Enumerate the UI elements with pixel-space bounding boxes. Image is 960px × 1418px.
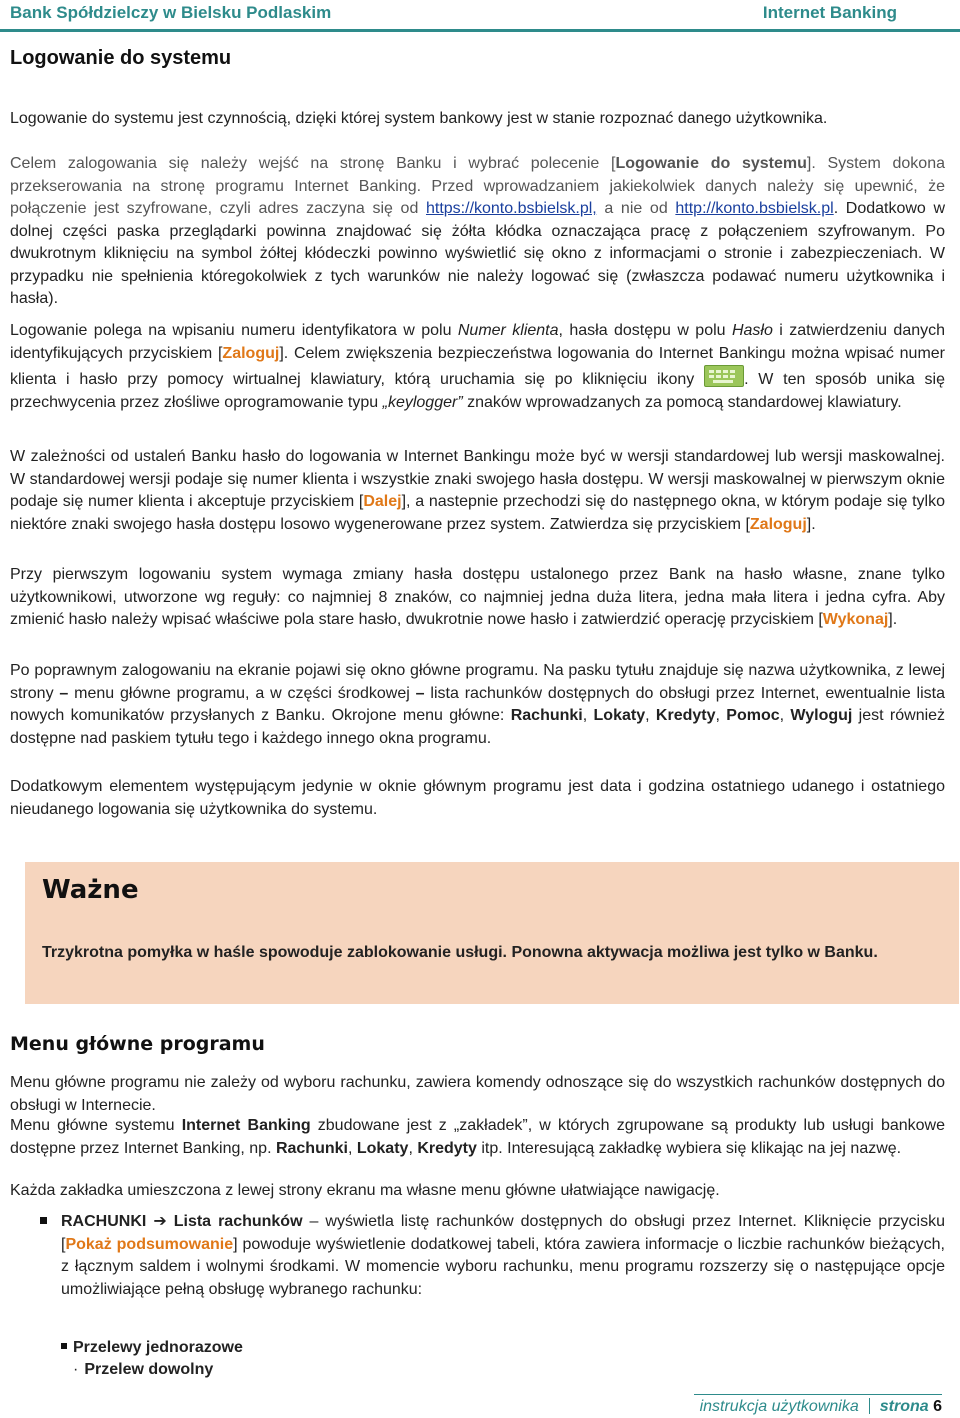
footer-page-label: strona: [879, 1398, 929, 1415]
page-number: 6: [933, 1398, 942, 1415]
sub-bullet-marker: [61, 1343, 67, 1349]
tab-name-lokaty: Lokaty: [356, 1139, 409, 1157]
important-title: Ważne: [42, 875, 139, 905]
paragraph-main-window: Po poprawnym zalogowaniu na ekranie pojawi się okno główne programu. Na pasku tytułu znajduje się nazwa użytkownika, z lewej strony – menu główne programu, a w części środkowej – lista rachunków dostępnych do obsługi przez Internet, ewentualnie lista nowych komunikatów przysłanych z Banku. Okrojone menu główne: Rachunki, Lokaty, Kredyty, Pomoc, Wyloguj jest również dostępne nad paskiem tytułu tego i każdego innego okna programu.: [10, 662, 946, 747]
button-name-zaloguj-2: Zaloguj: [749, 515, 807, 533]
virtual-keyboard-icon[interactable]: [704, 365, 744, 387]
paragraph-menu-tabs: Menu główne systemu Internet Banking zbudowane jest z „zakładek”, w których zgrupowane są produkty lub usługi bankowe dostępne przez Internet Banking, np. Rachunki, Lokaty, Kredyty itp. Interesującą zakładkę wybiera się klikając na jej nazwę.: [10, 1117, 946, 1157]
https-link[interactable]: https://konto.bsbielsk.pl,: [425, 200, 597, 217]
dot-bullet: ·: [73, 1361, 79, 1378]
section-title-menu: Menu główne programu: [10, 1033, 265, 1055]
button-name-wykonaj: Wykonaj: [822, 611, 889, 628]
product-name: Internet Banking: [762, 3, 897, 22]
sub-item-przelewy: Przelewy jednorazowe: [61, 1339, 243, 1357]
section-title-logowanie: Logowanie do systemu: [10, 47, 232, 69]
menu-name-lokaty: Lokaty: [593, 707, 646, 724]
field-name-client: Numer klienta: [457, 322, 559, 339]
product-name-bold: Internet Banking: [181, 1117, 311, 1134]
bullet-head-rachunki: RACHUNKI: [61, 1213, 147, 1230]
tab-name-rachunki: Rachunki: [275, 1139, 348, 1157]
paragraph-password-versions: W zależności od ustaleń Banku hasło do logowania w Internet Bankingu może być w wersji standardowej lub wersji maskowalnej. W standardowej wersji podaje się numer klienta i wszystkie znaki swojego hasła dostępu. W wersji maskowalnej w pierwszym oknie podaje się numer klienta i akceptuje przyciskiem [Dalej], a nastepnie przechodzi się do następnego okna, w którym podaje się tylko niektóre znaki swojego hasła dostępu losowo wygenerowane przez system. Zatwierdza się przyciskiem [Zaloguj].: [10, 448, 946, 533]
button-name-zaloguj: Zaloguj: [222, 344, 280, 362]
tab-name-kredyty: Kredyty: [417, 1139, 477, 1157]
field-name-password: Hasło: [731, 322, 773, 339]
paragraph-login-steps: Celem zalogowania się należy wejść na stronę Banku i wybrać polecenie [Logowanie do systemu]. System dokona przekserowania na stronę programu Internet Banking. Przed wprowadzaniem jakiekolwiek danych należy się upewnić, że połączenie jest szyfrowane, czyli adres zaczyna się od https://konto.bsbielsk.pl, a nie od http://konto.bsbielsk.pl. Dodatkowo w dolnej części paska przeglądarki powinna znajdować się żółta kłódka oznaczająca pracę z połączeniem szyfrowanym. Po dwukrotnym kliknięciu na symbol żółtej kłódeczki powinno wyświetlić się okno z informacjami o stronie i zabezpieczeniach. W przypadku nie spełnienia któregokolwiek z tych warunków nie należy logować się (zwłaszcza podawać numeru użytkownika i hasła).: [10, 155, 946, 307]
sub-item-przelew-dowolny: · Przelew dowolny: [73, 1361, 214, 1378]
bullet-rachunki: RACHUNKI ➔ Lista rachunków – wyświetla listę rachunków dostępnych do obsługi przez Internet. Kliknięcie przycisku [Pokaż podsumowanie] powoduje wyświetlenie dodatkowej tabeli, która zawiera informacje o liczbie rachunków bieżących, z łącznym saldem i wolnymi środkami. W momencie wyboru rachunku, menu programu rozszerzy się o następujące opcje umożliwiające pełną obsługę wybranego rachunku:: [61, 1211, 946, 1298]
bank-name: Bank Spółdzielczy w Bielsku Podlaskim: [10, 3, 332, 22]
important-text: Trzykrotna pomyłka w haśle spowoduje zablokowanie usługi. Ponowna aktywacja możliwa jest tylko w Banku.: [42, 944, 878, 961]
menu-name-rachunki: Rachunki: [510, 707, 583, 724]
header-rule: [0, 29, 960, 32]
arrow-icon: ➔: [153, 1211, 167, 1230]
important-box: [25, 862, 959, 1004]
menu-name-wyloguj: Wyloguj: [790, 707, 853, 724]
paragraph-intro: Logowanie do systemu jest czynnością, dzięki której system bankowy jest w stanie rozpoznać danego użytkownika.: [10, 110, 828, 127]
paragraph-first-login: Przy pierwszym logowaniu system wymaga zmiany hasła dostępu ustalonego przez Bank na hasło własne, znane tylko użytkownikowi, utworzone wg reguły: co najmniej 8 znaków, co najmniej jedna duża litera, jedna mała litera i jedna cyfra. Aby zmienić hasło należy wpisać właściwe pola stare hasło, dwukrotnie nowe hasło i zatwierdzić operację przyciskiem [Wykonaj].: [10, 566, 945, 628]
keylogger-term: „keylogger”: [382, 393, 463, 411]
menu-name-kredyty: Kredyty: [655, 707, 716, 724]
menu-command: Logowanie do systemu: [615, 155, 807, 172]
bullet-marker: [40, 1217, 47, 1224]
button-name-dalej: Dalej: [363, 493, 402, 510]
paragraph-last-login: Dodatkowym elementem występującym jedynie w oknie głównym programu jest data i godzina ostatniego udanego i ostatniego nieudanego logowania się użytkownika do systemu.: [10, 778, 945, 818]
page-header: [0, 0, 960, 28]
paragraph-login-fields: Logowanie polega na wpisaniu numeru identyfikatora w polu Numer klienta, hasła dostępu w polu Hasło i zatwierdzeniu danych identyfikujących przyciskiem [Zaloguj]. Celem zwiększenia bezpieczeństwa logowania do Internet Bankingu można wpisać numer klienta i hasło przy pomocy wirtualnej klawiatury, którą uruchamia się po kliknięciu ikony . W ten sposób unika się przechwycenia przez złośliwe oprogramowanie typu „keylogger” znaków wprowadzanych za pomocą standardowej klawiatury.: [10, 322, 946, 411]
footer-label: instrukcja użytkownika: [699, 1398, 859, 1415]
menu-name-pomoc: Pomoc: [726, 707, 780, 724]
http-link[interactable]: http://konto.bsbielsk.pl: [675, 200, 834, 217]
footer-rule: [694, 1394, 942, 1395]
paragraph-menu-intro: Menu główne programu nie zależy od wyboru rachunku, zawiera komendy odnoszące się do wszystkich rachunków dostępnych do obsługi w Internecie.: [10, 1074, 945, 1114]
button-name-pokaz-podsumowanie: Pokaż podsumowanie: [65, 1235, 234, 1253]
paragraph-menu-nav: Każda zakładka umieszczona z lewej strony ekranu ma własne menu główne ułatwiające nawigację.: [10, 1182, 720, 1199]
bullet-head-lista: Lista rachunków: [173, 1213, 303, 1230]
page-footer: [700, 1398, 942, 1416]
